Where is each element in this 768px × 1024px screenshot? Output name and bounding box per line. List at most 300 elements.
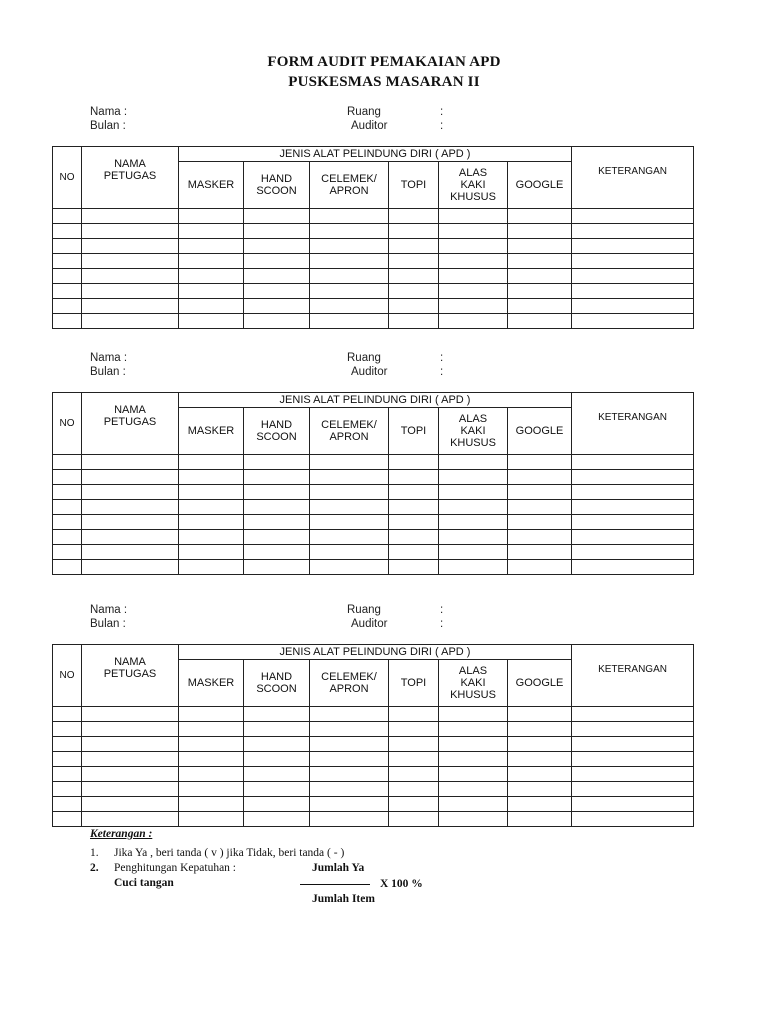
col-apd-group-header: JENIS ALAT PELINDUNG DIRI ( APD ) bbox=[179, 645, 572, 660]
cell-masker[interactable] bbox=[179, 209, 244, 224]
cell-alas-kaki[interactable] bbox=[439, 239, 508, 254]
cell-keterangan[interactable] bbox=[572, 515, 694, 530]
cell-google[interactable] bbox=[508, 299, 572, 314]
cell-hand-scoon[interactable] bbox=[244, 269, 310, 284]
cell-google[interactable] bbox=[508, 782, 572, 797]
table-row bbox=[53, 797, 694, 812]
cell-masker[interactable] bbox=[179, 515, 244, 530]
cell-alas-kaki[interactable] bbox=[439, 224, 508, 239]
cell-no[interactable] bbox=[53, 812, 82, 827]
auditor-label: Auditor bbox=[351, 618, 388, 630]
cell-keterangan[interactable] bbox=[572, 500, 694, 515]
cell-topi[interactable] bbox=[389, 224, 439, 239]
cell-no[interactable] bbox=[53, 797, 82, 812]
cell-masker[interactable] bbox=[179, 314, 244, 329]
table-row bbox=[53, 500, 694, 515]
cell-hand-scoon[interactable] bbox=[244, 224, 310, 239]
cell-topi[interactable] bbox=[389, 470, 439, 485]
cell-alas-kaki[interactable] bbox=[439, 812, 508, 827]
cell-celemek-apron[interactable] bbox=[310, 500, 389, 515]
cell-google[interactable] bbox=[508, 485, 572, 500]
table-row bbox=[53, 707, 694, 722]
cell-topi[interactable] bbox=[389, 515, 439, 530]
cell-masker[interactable] bbox=[179, 269, 244, 284]
cell-topi[interactable] bbox=[389, 737, 439, 752]
cell-hand-scoon[interactable] bbox=[244, 299, 310, 314]
col-hand-scoon-header: HAND SCOON bbox=[244, 660, 310, 707]
cell-topi[interactable] bbox=[389, 722, 439, 737]
cell-keterangan[interactable] bbox=[572, 737, 694, 752]
cell-keterangan[interactable] bbox=[572, 722, 694, 737]
cell-topi[interactable] bbox=[389, 485, 439, 500]
col-alas-kaki-header: ALAS KAKI KHUSUS bbox=[439, 162, 508, 209]
cell-nama-petugas[interactable] bbox=[82, 455, 179, 470]
cell-celemek-apron[interactable] bbox=[310, 239, 389, 254]
table-row bbox=[53, 767, 694, 782]
cell-no[interactable] bbox=[53, 455, 82, 470]
cell-keterangan[interactable] bbox=[572, 767, 694, 782]
cell-no[interactable] bbox=[53, 737, 82, 752]
col-keterangan-header: KETERANGAN bbox=[572, 393, 694, 455]
ruang-colon: : bbox=[440, 106, 444, 118]
note-2-subtext: Cuci tangan bbox=[114, 877, 174, 889]
cell-celemek-apron[interactable] bbox=[310, 314, 389, 329]
cell-google[interactable] bbox=[508, 737, 572, 752]
cell-celemek-apron[interactable] bbox=[310, 707, 389, 722]
cell-nama-petugas[interactable] bbox=[82, 269, 179, 284]
cell-topi[interactable] bbox=[389, 782, 439, 797]
note-2-number: 2. bbox=[90, 862, 99, 874]
cell-celemek-apron[interactable] bbox=[310, 812, 389, 827]
col-alas-kaki-header: ALAS KAKI KHUSUS bbox=[439, 408, 508, 455]
cell-celemek-apron[interactable] bbox=[310, 737, 389, 752]
auditor-colon: : bbox=[440, 618, 444, 630]
cell-keterangan[interactable] bbox=[572, 812, 694, 827]
cell-keterangan[interactable] bbox=[572, 314, 694, 329]
cell-topi[interactable] bbox=[389, 767, 439, 782]
cell-masker[interactable] bbox=[179, 254, 244, 269]
cell-nama-petugas[interactable] bbox=[82, 254, 179, 269]
col-masker-header: MASKER bbox=[179, 660, 244, 707]
bulan-label: Bulan : bbox=[90, 366, 126, 378]
ruang-colon: : bbox=[440, 604, 444, 616]
cell-google[interactable] bbox=[508, 560, 572, 575]
ruang-colon: : bbox=[440, 352, 444, 364]
table-row bbox=[53, 209, 694, 224]
cell-no[interactable] bbox=[53, 530, 82, 545]
cell-topi[interactable] bbox=[389, 812, 439, 827]
col-hand-scoon-header: HAND SCOON bbox=[244, 162, 310, 209]
cell-topi[interactable] bbox=[389, 299, 439, 314]
table-row bbox=[53, 299, 694, 314]
auditor-label: Auditor bbox=[351, 366, 388, 378]
col-celemek-apron-header: CELEMEK/ APRON bbox=[310, 408, 389, 455]
cell-hand-scoon[interactable] bbox=[244, 560, 310, 575]
cell-nama-petugas[interactable] bbox=[82, 299, 179, 314]
cell-masker[interactable] bbox=[179, 224, 244, 239]
cell-alas-kaki[interactable] bbox=[439, 470, 508, 485]
cell-no[interactable] bbox=[53, 284, 82, 299]
table-row bbox=[53, 470, 694, 485]
bulan-label: Bulan : bbox=[90, 618, 126, 630]
form-subtitle: PUSKESMAS MASARAN II bbox=[288, 74, 480, 90]
nama-label: Nama : bbox=[90, 352, 128, 364]
cell-nama-petugas[interactable] bbox=[82, 752, 179, 767]
cell-alas-kaki[interactable] bbox=[439, 767, 508, 782]
cell-masker[interactable] bbox=[179, 500, 244, 515]
cell-keterangan[interactable] bbox=[572, 455, 694, 470]
col-topi-header: TOPI bbox=[389, 408, 439, 455]
cell-alas-kaki[interactable] bbox=[439, 752, 508, 767]
cell-keterangan[interactable] bbox=[572, 797, 694, 812]
cell-topi[interactable] bbox=[389, 455, 439, 470]
cell-celemek-apron[interactable] bbox=[310, 224, 389, 239]
cell-keterangan[interactable] bbox=[572, 485, 694, 500]
cell-google[interactable] bbox=[508, 209, 572, 224]
auditor-label: Auditor bbox=[351, 120, 388, 132]
table-row bbox=[53, 560, 694, 575]
cell-nama-petugas[interactable] bbox=[82, 239, 179, 254]
col-apd-group-header: JENIS ALAT PELINDUNG DIRI ( APD ) bbox=[179, 147, 572, 162]
cell-alas-kaki[interactable] bbox=[439, 455, 508, 470]
cell-topi[interactable] bbox=[389, 314, 439, 329]
table-row bbox=[53, 737, 694, 752]
cell-hand-scoon[interactable] bbox=[244, 530, 310, 545]
formula-denominator: Jumlah Item bbox=[312, 893, 375, 905]
cell-google[interactable] bbox=[508, 284, 572, 299]
cell-google[interactable] bbox=[508, 470, 572, 485]
cell-masker[interactable] bbox=[179, 812, 244, 827]
cell-nama-petugas[interactable] bbox=[82, 545, 179, 560]
cell-hand-scoon[interactable] bbox=[244, 752, 310, 767]
cell-topi[interactable] bbox=[389, 797, 439, 812]
cell-no[interactable] bbox=[53, 560, 82, 575]
cell-google[interactable] bbox=[508, 797, 572, 812]
table-row bbox=[53, 752, 694, 767]
cell-hand-scoon[interactable] bbox=[244, 812, 310, 827]
cell-celemek-apron[interactable] bbox=[310, 299, 389, 314]
cell-topi[interactable] bbox=[389, 707, 439, 722]
col-google-header: GOOGLE bbox=[508, 408, 572, 455]
cell-hand-scoon[interactable] bbox=[244, 314, 310, 329]
cell-topi[interactable] bbox=[389, 530, 439, 545]
cell-topi[interactable] bbox=[389, 560, 439, 575]
auditor-colon: : bbox=[440, 366, 444, 378]
cell-masker[interactable] bbox=[179, 752, 244, 767]
col-nama-petugas-header: NAMA PETUGAS bbox=[82, 393, 179, 455]
col-apd-group-header: JENIS ALAT PELINDUNG DIRI ( APD ) bbox=[179, 393, 572, 408]
cell-nama-petugas[interactable] bbox=[82, 485, 179, 500]
cell-google[interactable] bbox=[508, 239, 572, 254]
cell-masker[interactable] bbox=[179, 737, 244, 752]
cell-alas-kaki[interactable] bbox=[439, 737, 508, 752]
cell-no[interactable] bbox=[53, 470, 82, 485]
cell-masker[interactable] bbox=[179, 485, 244, 500]
cell-hand-scoon[interactable] bbox=[244, 782, 310, 797]
cell-alas-kaki[interactable] bbox=[439, 500, 508, 515]
col-celemek-apron-header: CELEMEK/ APRON bbox=[310, 162, 389, 209]
col-google-header: GOOGLE bbox=[508, 162, 572, 209]
apd-table bbox=[52, 644, 694, 827]
cell-celemek-apron[interactable] bbox=[310, 455, 389, 470]
cell-topi[interactable] bbox=[389, 209, 439, 224]
cell-nama-petugas[interactable] bbox=[82, 470, 179, 485]
note-1-text: Jika Ya , beri tanda ( v ) jika Tidak, beri tanda ( - ) bbox=[114, 847, 345, 859]
cell-alas-kaki[interactable] bbox=[439, 530, 508, 545]
cell-alas-kaki[interactable] bbox=[439, 284, 508, 299]
cell-topi[interactable] bbox=[389, 545, 439, 560]
cell-masker[interactable] bbox=[179, 284, 244, 299]
cell-nama-petugas[interactable] bbox=[82, 737, 179, 752]
nama-label: Nama : bbox=[90, 106, 128, 118]
apd-table bbox=[52, 146, 694, 329]
cell-celemek-apron[interactable] bbox=[310, 560, 389, 575]
cell-masker[interactable] bbox=[179, 239, 244, 254]
cell-hand-scoon[interactable] bbox=[244, 737, 310, 752]
form-title: FORM AUDIT PEMAKAIAN APD bbox=[267, 54, 501, 70]
cell-celemek-apron[interactable] bbox=[310, 284, 389, 299]
col-topi-header: TOPI bbox=[389, 162, 439, 209]
cell-no[interactable] bbox=[53, 707, 82, 722]
cell-nama-petugas[interactable] bbox=[82, 515, 179, 530]
cell-nama-petugas[interactable] bbox=[82, 224, 179, 239]
cell-celemek-apron[interactable] bbox=[310, 209, 389, 224]
cell-alas-kaki[interactable] bbox=[439, 269, 508, 284]
cell-nama-petugas[interactable] bbox=[82, 284, 179, 299]
cell-nama-petugas[interactable] bbox=[82, 209, 179, 224]
apd-table bbox=[52, 392, 694, 575]
cell-google[interactable] bbox=[508, 224, 572, 239]
cell-google[interactable] bbox=[508, 254, 572, 269]
cell-google[interactable] bbox=[508, 515, 572, 530]
cell-keterangan[interactable] bbox=[572, 269, 694, 284]
cell-keterangan[interactable] bbox=[572, 239, 694, 254]
table-row bbox=[53, 485, 694, 500]
col-alas-kaki-header: ALAS KAKI KHUSUS bbox=[439, 660, 508, 707]
cell-hand-scoon[interactable] bbox=[244, 797, 310, 812]
cell-topi[interactable] bbox=[389, 254, 439, 269]
cell-keterangan[interactable] bbox=[572, 707, 694, 722]
cell-keterangan[interactable] bbox=[572, 254, 694, 269]
cell-google[interactable] bbox=[508, 722, 572, 737]
cell-keterangan[interactable] bbox=[572, 752, 694, 767]
cell-masker[interactable] bbox=[179, 530, 244, 545]
table-row bbox=[53, 722, 694, 737]
table-row bbox=[53, 314, 694, 329]
cell-google[interactable] bbox=[508, 314, 572, 329]
cell-alas-kaki[interactable] bbox=[439, 782, 508, 797]
cell-hand-scoon[interactable] bbox=[244, 470, 310, 485]
cell-nama-petugas[interactable] bbox=[82, 812, 179, 827]
table-row bbox=[53, 239, 694, 254]
cell-nama-petugas[interactable] bbox=[82, 722, 179, 737]
cell-hand-scoon[interactable] bbox=[244, 545, 310, 560]
cell-celemek-apron[interactable] bbox=[310, 530, 389, 545]
cell-alas-kaki[interactable] bbox=[439, 515, 508, 530]
cell-alas-kaki[interactable] bbox=[439, 314, 508, 329]
cell-alas-kaki[interactable] bbox=[439, 722, 508, 737]
cell-keterangan[interactable] bbox=[572, 530, 694, 545]
cell-hand-scoon[interactable] bbox=[244, 209, 310, 224]
cell-alas-kaki[interactable] bbox=[439, 299, 508, 314]
cell-topi[interactable] bbox=[389, 284, 439, 299]
table-row bbox=[53, 455, 694, 470]
cell-nama-petugas[interactable] bbox=[82, 797, 179, 812]
table-row bbox=[53, 812, 694, 827]
cell-alas-kaki[interactable] bbox=[439, 254, 508, 269]
cell-keterangan[interactable] bbox=[572, 224, 694, 239]
cell-nama-petugas[interactable] bbox=[82, 500, 179, 515]
cell-google[interactable] bbox=[508, 530, 572, 545]
cell-no[interactable] bbox=[53, 545, 82, 560]
cell-hand-scoon[interactable] bbox=[244, 515, 310, 530]
cell-google[interactable] bbox=[508, 707, 572, 722]
col-keterangan-header: KETERANGAN bbox=[572, 645, 694, 707]
col-celemek-apron-header: CELEMEK/ APRON bbox=[310, 660, 389, 707]
col-nama-petugas-header: NAMA PETUGAS bbox=[82, 645, 179, 707]
col-masker-header: MASKER bbox=[179, 162, 244, 209]
cell-no[interactable] bbox=[53, 500, 82, 515]
col-masker-header: MASKER bbox=[179, 408, 244, 455]
cell-masker[interactable] bbox=[179, 299, 244, 314]
cell-no[interactable] bbox=[53, 239, 82, 254]
cell-celemek-apron[interactable] bbox=[310, 545, 389, 560]
cell-google[interactable] bbox=[508, 545, 572, 560]
cell-keterangan[interactable] bbox=[572, 545, 694, 560]
cell-keterangan[interactable] bbox=[572, 299, 694, 314]
cell-hand-scoon[interactable] bbox=[244, 707, 310, 722]
auditor-colon: : bbox=[440, 120, 444, 132]
col-no-header: NO bbox=[53, 393, 82, 455]
cell-google[interactable] bbox=[508, 812, 572, 827]
cell-no[interactable] bbox=[53, 515, 82, 530]
cell-masker[interactable] bbox=[179, 782, 244, 797]
cell-celemek-apron[interactable] bbox=[310, 269, 389, 284]
cell-hand-scoon[interactable] bbox=[244, 767, 310, 782]
ruang-label: Ruang bbox=[347, 106, 381, 118]
cell-nama-petugas[interactable] bbox=[82, 560, 179, 575]
cell-celemek-apron[interactable] bbox=[310, 782, 389, 797]
cell-no[interactable] bbox=[53, 224, 82, 239]
cell-topi[interactable] bbox=[389, 752, 439, 767]
cell-no[interactable] bbox=[53, 782, 82, 797]
cell-keterangan[interactable] bbox=[572, 284, 694, 299]
cell-masker[interactable] bbox=[179, 455, 244, 470]
cell-alas-kaki[interactable] bbox=[439, 707, 508, 722]
table-row bbox=[53, 284, 694, 299]
col-keterangan-header: KETERANGAN bbox=[572, 147, 694, 209]
cell-nama-petugas[interactable] bbox=[82, 782, 179, 797]
fraction-line bbox=[300, 884, 370, 885]
cell-keterangan[interactable] bbox=[572, 782, 694, 797]
cell-celemek-apron[interactable] bbox=[310, 470, 389, 485]
cell-nama-petugas[interactable] bbox=[82, 530, 179, 545]
col-no-header: NO bbox=[53, 645, 82, 707]
cell-nama-petugas[interactable] bbox=[82, 767, 179, 782]
cell-google[interactable] bbox=[508, 752, 572, 767]
cell-masker[interactable] bbox=[179, 797, 244, 812]
cell-no[interactable] bbox=[53, 752, 82, 767]
table-row bbox=[53, 530, 694, 545]
cell-no[interactable] bbox=[53, 722, 82, 737]
table-row bbox=[53, 515, 694, 530]
ruang-label: Ruang bbox=[347, 604, 381, 616]
cell-google[interactable] bbox=[508, 455, 572, 470]
cell-keterangan[interactable] bbox=[572, 470, 694, 485]
col-no-header: NO bbox=[53, 147, 82, 209]
cell-masker[interactable] bbox=[179, 767, 244, 782]
cell-alas-kaki[interactable] bbox=[439, 545, 508, 560]
cell-celemek-apron[interactable] bbox=[310, 254, 389, 269]
cell-alas-kaki[interactable] bbox=[439, 485, 508, 500]
col-google-header: GOOGLE bbox=[508, 660, 572, 707]
notes-heading: Keterangan : bbox=[90, 828, 153, 840]
cell-hand-scoon[interactable] bbox=[244, 254, 310, 269]
cell-celemek-apron[interactable] bbox=[310, 515, 389, 530]
cell-celemek-apron[interactable] bbox=[310, 485, 389, 500]
col-topi-header: TOPI bbox=[389, 660, 439, 707]
cell-alas-kaki[interactable] bbox=[439, 797, 508, 812]
cell-no[interactable] bbox=[53, 269, 82, 284]
cell-masker[interactable] bbox=[179, 722, 244, 737]
cell-celemek-apron[interactable] bbox=[310, 722, 389, 737]
cell-masker[interactable] bbox=[179, 545, 244, 560]
col-nama-petugas-header: NAMA PETUGAS bbox=[82, 147, 179, 209]
table-row bbox=[53, 545, 694, 560]
cell-hand-scoon[interactable] bbox=[244, 455, 310, 470]
table-row bbox=[53, 254, 694, 269]
cell-keterangan[interactable] bbox=[572, 560, 694, 575]
cell-alas-kaki[interactable] bbox=[439, 209, 508, 224]
table-row bbox=[53, 269, 694, 284]
cell-hand-scoon[interactable] bbox=[244, 485, 310, 500]
bulan-label: Bulan : bbox=[90, 120, 126, 132]
formula-multiplier: X 100 % bbox=[380, 878, 423, 890]
cell-masker[interactable] bbox=[179, 707, 244, 722]
cell-no[interactable] bbox=[53, 767, 82, 782]
cell-hand-scoon[interactable] bbox=[244, 722, 310, 737]
cell-nama-petugas[interactable] bbox=[82, 707, 179, 722]
nama-label: Nama : bbox=[90, 604, 128, 616]
cell-masker[interactable] bbox=[179, 470, 244, 485]
cell-hand-scoon[interactable] bbox=[244, 239, 310, 254]
table-row bbox=[53, 782, 694, 797]
cell-no[interactable] bbox=[53, 209, 82, 224]
cell-hand-scoon[interactable] bbox=[244, 284, 310, 299]
cell-celemek-apron[interactable] bbox=[310, 767, 389, 782]
cell-keterangan[interactable] bbox=[572, 209, 694, 224]
cell-masker[interactable] bbox=[179, 560, 244, 575]
cell-no[interactable] bbox=[53, 299, 82, 314]
cell-topi[interactable] bbox=[389, 239, 439, 254]
table-row bbox=[53, 224, 694, 239]
cell-celemek-apron[interactable] bbox=[310, 797, 389, 812]
cell-no[interactable] bbox=[53, 314, 82, 329]
cell-nama-petugas[interactable] bbox=[82, 314, 179, 329]
cell-alas-kaki[interactable] bbox=[439, 560, 508, 575]
cell-topi[interactable] bbox=[389, 500, 439, 515]
cell-celemek-apron[interactable] bbox=[310, 752, 389, 767]
cell-no[interactable] bbox=[53, 485, 82, 500]
ruang-label: Ruang bbox=[347, 352, 381, 364]
cell-google[interactable] bbox=[508, 767, 572, 782]
note-1-number: 1. bbox=[90, 847, 99, 859]
cell-hand-scoon[interactable] bbox=[244, 500, 310, 515]
cell-topi[interactable] bbox=[389, 269, 439, 284]
cell-google[interactable] bbox=[508, 500, 572, 515]
cell-no[interactable] bbox=[53, 254, 82, 269]
cell-google[interactable] bbox=[508, 269, 572, 284]
